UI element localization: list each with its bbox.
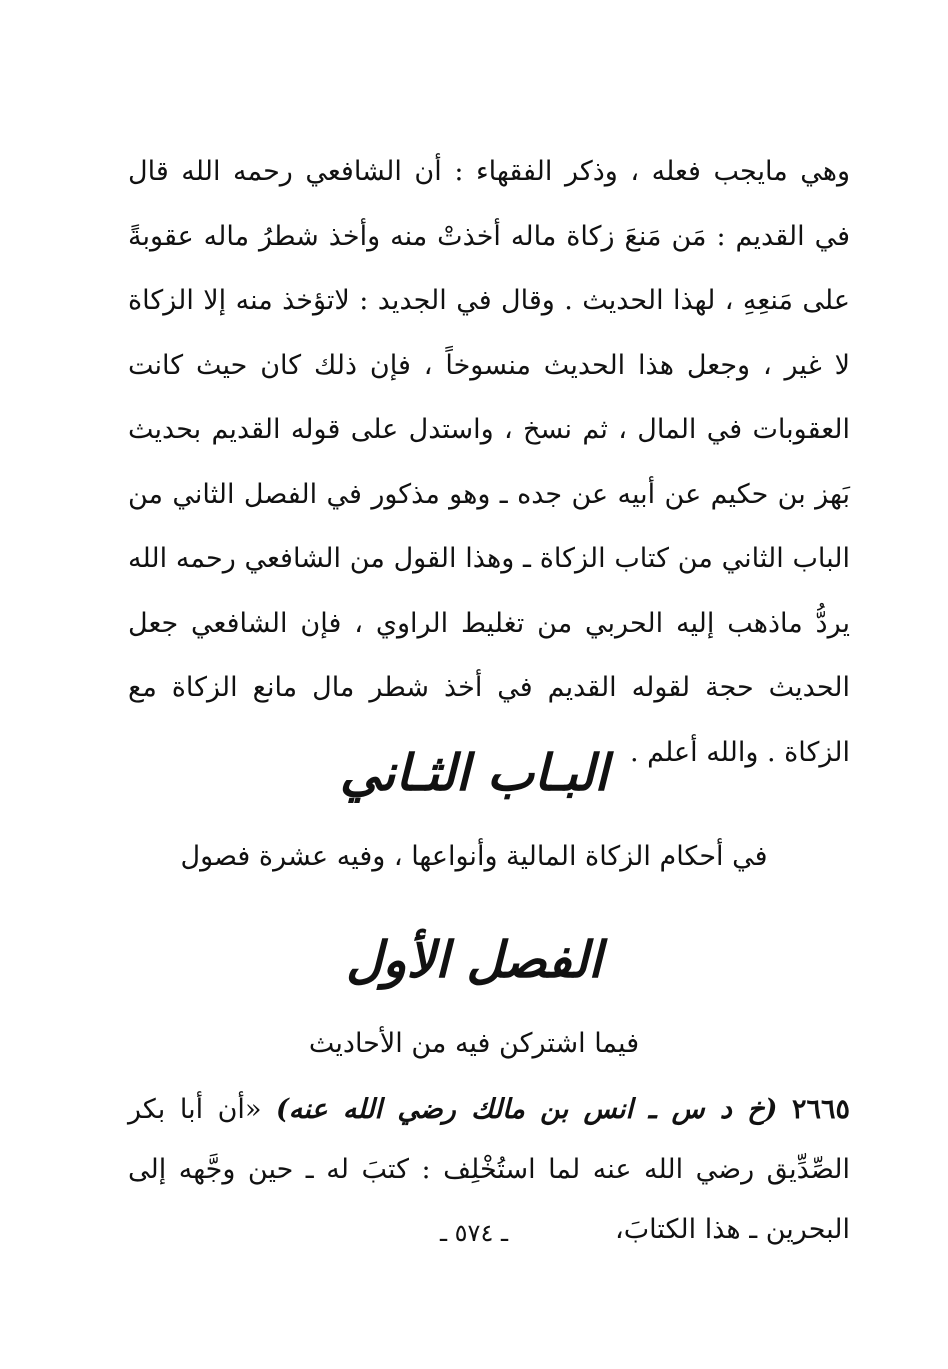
chapter-subtitle: في أحكام الزكاة المالية وأنواعها ، وفيه عشرة فصول <box>180 841 768 872</box>
hadith-source: (خ د س ـ انس بن مالك رضي الله عنه) <box>276 1094 778 1125</box>
body-paragraph: وهي مايجب فعله ، وذكر الفقهاء : أن الشافعي رحمه الله قال في القديم : مَن مَنعَ زكاة ماله أخذتْ منه وأخذ شطرُ ماله عقوبةً على مَنعِهِ ، لهذا الحديث . وقال في الجديد : لاتؤخذ منه إلا الزكاة لا غير ، وجعل هذا الحديث منسوخاً ، فإن ذلك كان حيث كانت العقوبات في المال ، ثم نسخ ، واستدل على قوله القديم بحديث بَهز بن حكيم عن أبيه عن جده ـ وهو مذكور في الفصل الثاني من الباب الثاني من كتاب الزكاة ـ وهذا القول من الشافعي رحمه الله يردُّ ماذهب إليه الحربي من تغليط الراوي ، فإن الشافعي جعل الحديث حجة لقوله القديم في أخذ شطر مال مانع الزكاة مع الزكاة . والله أعلم . <box>128 156 850 768</box>
hadith-number: ٢٦٦٥ <box>791 1094 850 1125</box>
hadith-text: «أن أبا بكر الصِّدِّيق رضي الله عنه لما استُخْلِف : كتبَ له ـ حين وجَّهه إلى البحرين ـ هذا الكتابَ، <box>128 1094 850 1245</box>
section-title: الفصل الأول <box>346 930 602 989</box>
body-text <box>128 140 850 785</box>
chapter-title: البـاب الثـاني <box>339 743 609 802</box>
page-number: ـ ٥٧٤ ـ <box>439 1219 508 1247</box>
section-subtitle: فيما اشتركن فيه من الأحاديث <box>308 1028 640 1059</box>
